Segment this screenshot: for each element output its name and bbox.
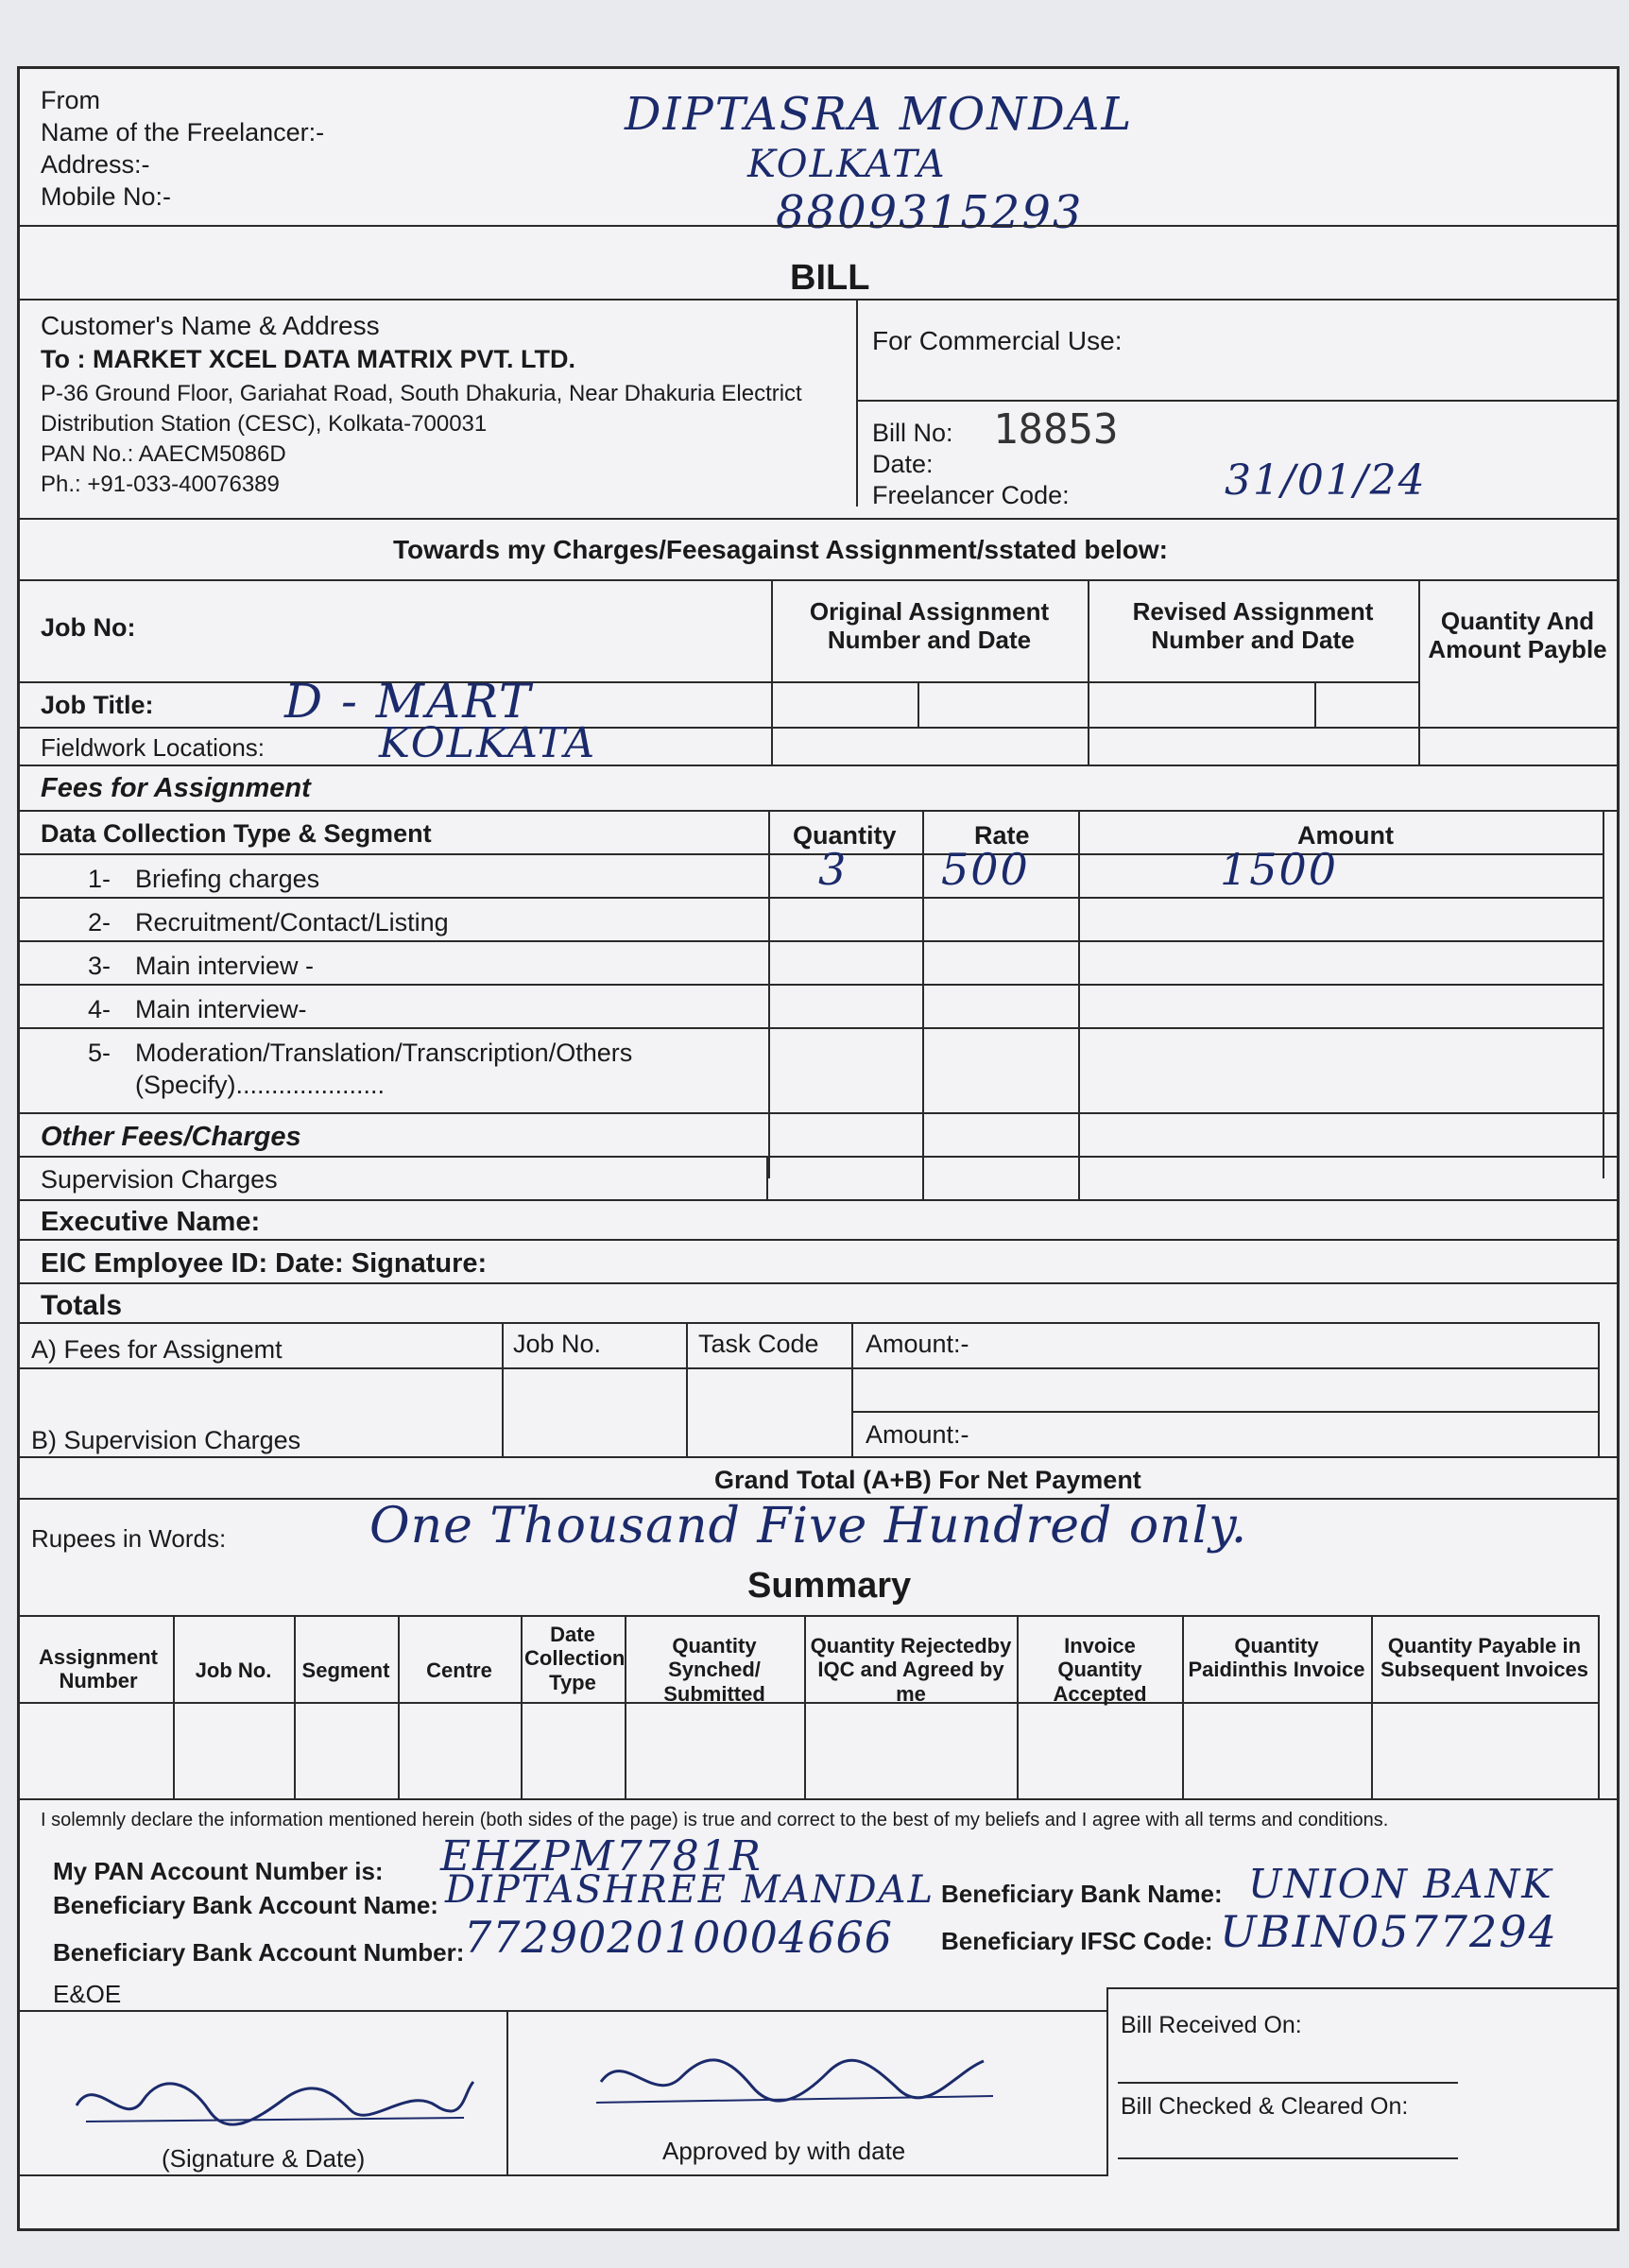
fee-row-3-label: Main interview - [135,952,315,980]
summary-header-date-collection-type: Date Collection Type [524,1623,626,1694]
commercial-label: For Commercial Use: [872,326,1123,355]
summary-header-segment: Segment [301,1658,390,1682]
mobile-label: Mobile No:- [41,182,172,211]
mobile-value: 8809315293 [776,186,1084,239]
ifsc-value: UBIN0577294 [1220,1906,1558,1957]
summary-header-quantity-rejected: Quantity Rejectedby IQC and Agreed by me [810,1634,1012,1706]
summary-header-invoice-quantity: Invoice Quantity Accepted [1053,1634,1147,1706]
summary-header-centre: Centre [426,1658,492,1682]
job-no-label: Job No: [41,613,136,642]
eic-label: EIC Employee ID: Date: Signature: [41,1248,488,1279]
fee-row-3-num: 3- [88,952,111,980]
fee-row-1-rate: 500 [941,844,1030,895]
declaration-text: I solemnly declare the information mentioned herein (both sides of the page) is true and correct to the best of my beliefs and I agree with all terms and conditions. [41,1810,1389,1830]
fees-amount-header: Amount [1297,821,1394,850]
customer-address-1: P-36 Ground Floor, Gariahat Road, South Dhakuria, Near Dhakuria Electrict [41,381,802,406]
from-label: From [41,86,100,114]
original-assignment-header: Original Assignment Number and Date [809,597,1050,654]
fees-rate-header: Rate [974,821,1030,850]
bill-checked-label: Bill Checked & Cleared On: [1121,2093,1409,2120]
locations-label: Fieldwork Locations: [41,733,265,762]
grand-total-label: Grand Total (A+B) For Net Payment [714,1466,1141,1494]
locations-value: KOLKATA [379,719,597,767]
eoe-label: E&OE [53,1980,122,2008]
account-number-label: Beneficiary Bank Account Number: [53,1938,465,1967]
fee-row-4-label: Main interview- [135,995,307,1023]
towards-heading: Towards my Charges/Feesagainst Assignment/sstated below: [393,535,1168,564]
fee-row-1-amount: 1500 [1220,844,1339,895]
summary-header-job-no: Job No. [195,1658,272,1682]
freelancer-name-value: DIPTASRA MONDAL [625,88,1134,141]
pan-value: EHZPM7781R [440,1832,763,1881]
totals-a-label: A) Fees for Assignemt [31,1335,283,1364]
summary-header-quantity-paid: Quantity Paidinthis Invoice [1188,1634,1365,1682]
approver-signature [587,2044,1021,2120]
fee-row-2-num: 2- [88,908,111,936]
fee-row-1-num: 1- [88,865,111,893]
totals-amount-a-label: Amount:- [866,1330,969,1358]
job-title-value: D - MART [284,674,533,729]
customer-to: To : MARKET XCEL DATA MATRIX PVT. LTD. [41,345,575,373]
date-value: 31/01/24 [1225,456,1427,505]
bill-no-label: Bill No: [872,419,953,447]
address-value: KOLKATA [747,143,947,186]
fee-row-5-num: 5- [88,1039,111,1067]
quantity-amount-header: Quantity And Amount Payble [1428,607,1607,663]
ifsc-label: Beneficiary IFSC Code: [941,1927,1213,1955]
freelancer-name-label: Name of the Freelancer:- [41,118,325,146]
summary-title: Summary [747,1566,912,1606]
summary-header-quantity-synched: Quantity Synched/ Submitted [663,1634,765,1706]
executive-name-label: Executive Name: [41,1207,261,1237]
signature-caption: (Signature & Date) [162,2144,366,2173]
fees-section-title: Fees for Assignment [41,773,311,803]
pan-label: My PAN Account Number is: [53,1857,384,1885]
freelancer-code-label: Freelancer Code: [872,481,1070,509]
customer-address-2: Distribution Station (CESC), Kolkata-700031 [41,411,488,437]
bill-form [17,66,1620,2231]
account-name-value: DIPTASHREE MANDAL [445,1868,935,1912]
fees-type-header: Data Collection Type & Segment [41,819,432,848]
account-number-value: 772902010004666 [464,1912,893,1963]
summary-header-quantity-payable: Quantity Payable in Subsequent Invoices [1380,1634,1589,1682]
date-label: Date: [872,450,934,478]
job-title-label: Job Title: [41,691,154,719]
rupees-in-words-value: One Thousand Five Hundred only. [369,1498,1248,1555]
totals-job-no-header: Job No. [513,1330,602,1358]
freelancer-signature [67,2063,483,2139]
fee-row-2-label: Recruitment/Contact/Listing [135,908,449,936]
fees-quantity-header: Quantity [793,821,897,850]
summary-header-assignment-number: Assignment Number [39,1645,158,1693]
other-fees-title: Other Fees/Charges [41,1122,301,1152]
bank-name-label: Beneficiary Bank Name: [941,1880,1223,1908]
approved-caption: Approved by with date [662,2137,906,2165]
rupees-in-words-label: Rupees in Words: [31,1524,227,1553]
customer-pan: PAN No.: AAECM5086D [41,441,286,467]
bank-name-value: UNION BANK [1248,1861,1553,1907]
account-name-label: Beneficiary Bank Account Name: [53,1891,438,1919]
fee-row-1-label: Briefing charges [135,865,320,893]
totals-title: Totals [41,1290,123,1321]
fee-row-5-label: Moderation/Translation/Transcription/Others [135,1039,633,1067]
bill-no-value: 18853 [993,405,1119,454]
customer-phone: Ph.: +91-033-40076389 [41,472,280,497]
fee-row-1-quantity: 3 [818,844,849,895]
totals-amount-b-label: Amount:- [866,1420,969,1449]
revised-assignment-header: Revised Assignment Number and Date [1132,597,1374,654]
totals-b-label: B) Supervision Charges [31,1426,301,1454]
fee-row-4-num: 4- [88,995,111,1023]
address-label: Address:- [41,150,150,179]
supervision-charges-label: Supervision Charges [41,1165,278,1194]
customer-label: Customer's Name & Address [41,311,380,340]
bill-title: BILL [790,258,870,298]
fee-row-5-specify: (Specify)..................... [135,1071,386,1099]
totals-task-code-header: Task Code [698,1330,819,1358]
bill-received-label: Bill Received On: [1121,2012,1302,2038]
